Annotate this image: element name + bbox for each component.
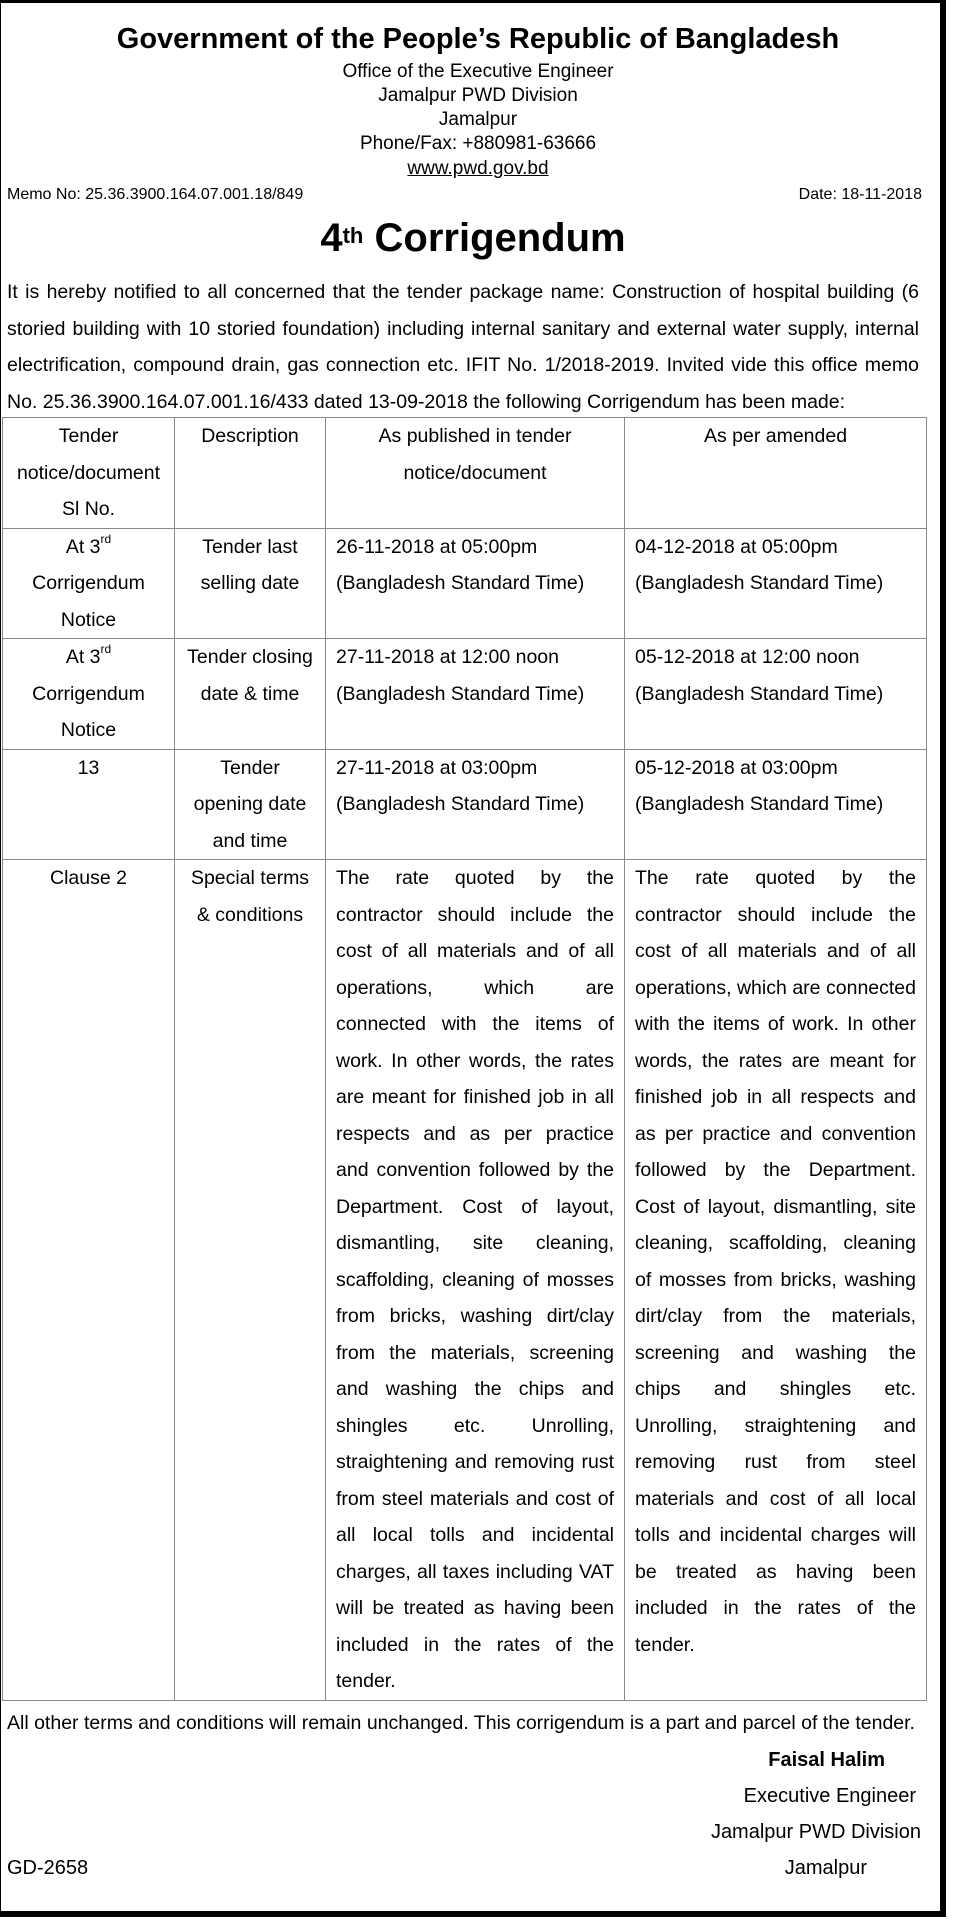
amended-zone: (Bangladesh Standard Time) <box>635 682 884 705</box>
ref-text-rest: Corrigendum Notice <box>32 572 145 631</box>
closing-paragraph: All other terms and conditions will remain unchanged. This corrigendum is a part and parcel of the tender. <box>7 1712 915 1734</box>
title-number: 4 <box>320 216 343 260</box>
amended-time: 05-12-2018 at 12:00 noon <box>635 646 860 668</box>
header-cell-amended: As per amended <box>625 418 927 529</box>
row-reference <box>3 639 175 750</box>
ref-text: At 3 <box>65 535 101 558</box>
amended-time: 05-12-2018 at 03:00pm <box>635 756 838 779</box>
row-reference: 13 <box>3 749 175 860</box>
published-time: 26-11-2018 at 05:00pm <box>336 535 538 558</box>
row-description: Tender closing date & time <box>175 639 326 750</box>
row-published <box>326 639 625 750</box>
title-suffix: th <box>342 223 364 248</box>
row-description: Tender opening date and time <box>175 749 326 860</box>
phone-fax: Phone/Fax: +880981-63666 <box>359 133 597 154</box>
row-published <box>326 528 625 639</box>
title-text: Corrigendum <box>374 216 626 260</box>
header-cell-description: Description <box>175 418 326 529</box>
signatory-name: Faisal Halim <box>768 1749 885 1771</box>
published-time: 27-11-2018 at 03:00pm <box>336 756 538 779</box>
table-row <box>3 749 927 860</box>
signatory-city: Jamalpur <box>784 1857 867 1879</box>
header-cell-published: As published in tender notice/document <box>326 418 625 529</box>
row-amended <box>625 528 927 639</box>
ref-text: At 3 <box>65 646 101 668</box>
row-amended: The rate quoted by the contractor should include the cost of all materials and of all operations, which are connected with the items of work. In other words, the rates are meant for finished job in all respects and as per practice and convention followed by the Department. Cost of layout, dismantling, site cleaning, scaffolding, cleaning of mosses from bricks, washing dirt/clay from the materials, screening and washing the chips and shingles etc. Unrolling, straightening and removing rust from steel materials and cost of all local tolls and incidental charges will be treated as having been included in the rates of the tender. <box>625 860 927 1701</box>
city-name: Jamalpur <box>438 109 518 130</box>
ref-sup: rd <box>100 642 112 656</box>
table-row <box>3 528 927 639</box>
published-time: 27-11-2018 at 12:00 noon <box>336 646 559 668</box>
signatory-division: Jamalpur PWD Division <box>710 1821 921 1843</box>
division-name: Jamalpur PWD Division <box>378 85 578 106</box>
corrigendum-table <box>2 417 927 1701</box>
published-zone: (Bangladesh Standard Time) <box>336 793 585 815</box>
table-row <box>3 639 927 750</box>
office-name: Office of the Executive Engineer <box>342 61 614 82</box>
amended-zone: (Bangladesh Standard Time) <box>635 572 884 594</box>
corrigendum-title <box>0 212 946 264</box>
amended-time: 04-12-2018 at 05:00pm <box>635 535 838 558</box>
row-published <box>326 749 625 860</box>
intro-paragraph: It is hereby notified to all concerned that the tender package name: Construction of hospital building (6 storied building with 10 storied foundation) including internal sanitary and external water supply, internal electrification, compound drain, gas connection etc. IFIT No. 1/2018-2019. Invited vide this office memo No. 25.36.3900.164.07.001.16/433 dated 13-09-2018 the following Corrigendum has been made: <box>7 281 919 413</box>
row-description: Tender last selling date <box>175 528 326 639</box>
website-link[interactable]: www.pwd.gov.bd <box>407 158 549 179</box>
signatory-designation: Executive Engineer <box>743 1785 916 1807</box>
memo-date: Date: 18-11-2018 <box>798 186 922 203</box>
header-cell-sl: Tender notice/document Sl No. <box>3 418 175 529</box>
footer-code: GD-2658 <box>7 1857 89 1879</box>
amended-zone: (Bangladesh Standard Time) <box>635 793 884 815</box>
row-published: The rate quoted by the contractor should include the cost of all materials and of all operations, which are connected with the items of work. In other words, the rates are meant for finished job in all respects and as per practice and convention followed by the Department. Cost of layout, dismantling, site cleaning, scaffolding, cleaning of mosses from bricks, washing dirt/clay from the materials, screening and washing the chips and shingles etc. Unrolling, straightening and removing rust from steel materials and cost of all local tolls and incidental charges, all taxes including VAT will be treated as having been included in the rates of the tender. <box>326 860 625 1701</box>
ref-text-rest: Corrigendum Notice <box>32 682 145 741</box>
row-reference: Clause 2 <box>3 860 175 1701</box>
row-reference <box>3 528 175 639</box>
ref-sup: rd <box>100 531 112 546</box>
published-zone: (Bangladesh Standard Time) <box>336 682 585 705</box>
row-amended <box>625 749 927 860</box>
row-amended <box>625 639 927 750</box>
memo-number: Memo No: 25.36.3900.164.07.001.18/849 <box>7 186 304 203</box>
row-description: Special terms & conditions <box>175 860 326 1701</box>
table-row <box>3 860 927 1701</box>
table-header-row <box>3 418 927 529</box>
government-heading: Government of the People’s Republic of Bangladesh <box>116 23 840 55</box>
published-zone: (Bangladesh Standard Time) <box>336 572 585 594</box>
